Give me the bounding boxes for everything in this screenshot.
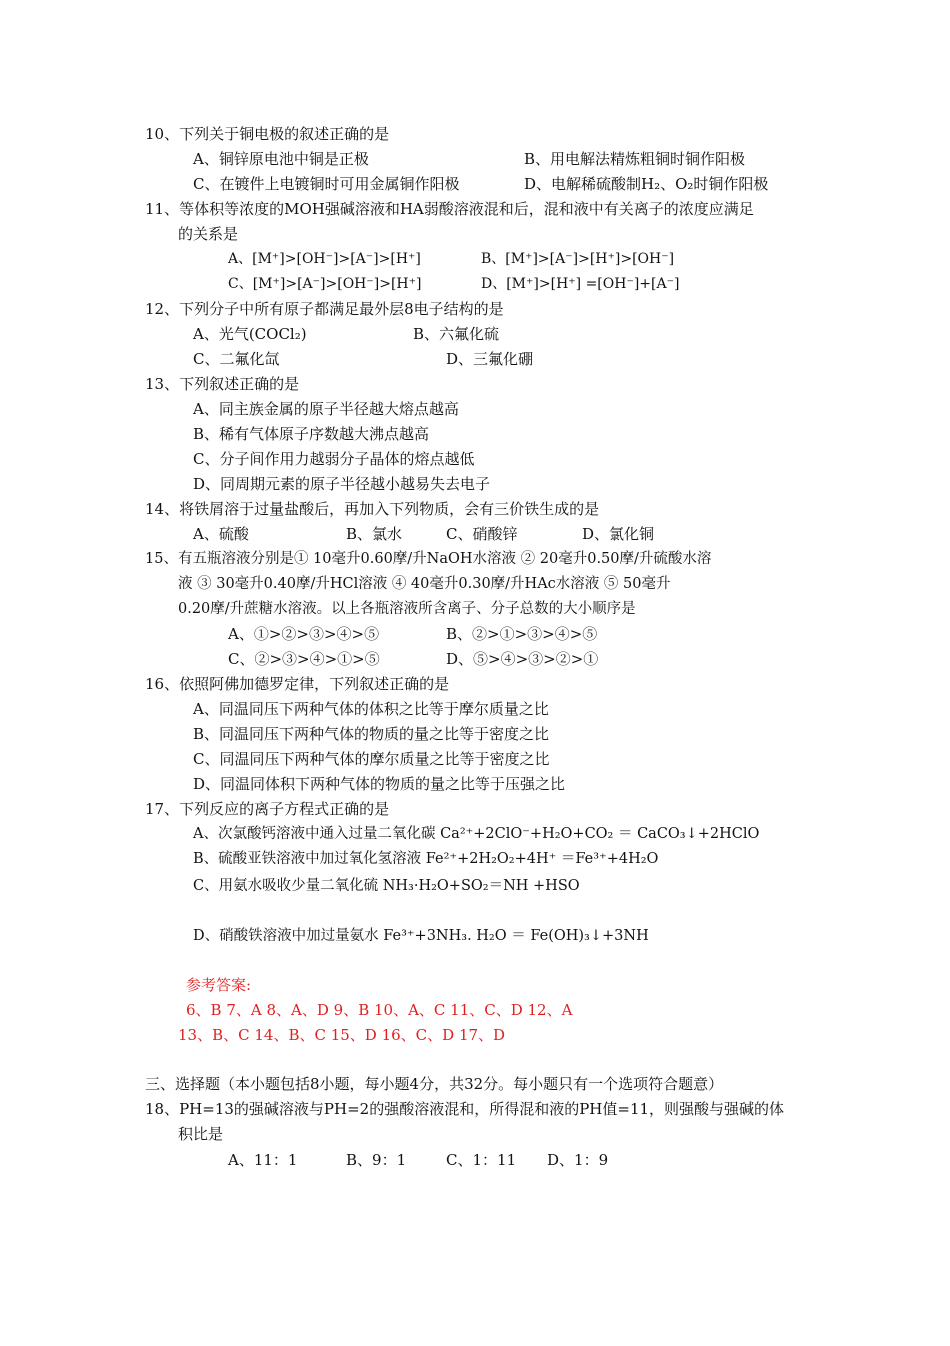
q12-option-d: D、三氟化硼 (446, 350, 534, 368)
q16-stem: 16、依照阿佛加德罗定律，下列叙述正确的是 (145, 675, 450, 693)
q14-option-a: A、硫酸 (193, 525, 249, 543)
q13-option-a: A、同主族金属的原子半径越大熔点越高 (193, 400, 459, 418)
q15-stem-line2: 液 ③ 30毫升0.40摩/升HCl溶液 ④ 40毫升0.30摩/升HAc水溶液 ⑤ 50毫升 (178, 576, 671, 592)
q15-option-a: A、①>②>③>④>⑤ (228, 625, 380, 643)
q15-option-b: B、②>①>③>④>⑤ (446, 625, 598, 643)
q12-option-a: A、光气(COCl₂) (193, 325, 307, 343)
q15-option-c: C、②>③>④>①>⑤ (228, 650, 380, 668)
q17-option-d: D、硝酸铁溶液中加过量氨水 Fe³⁺+3NH₃. H₂O ＝ Fe(OH)₃↓+3NH (193, 928, 649, 944)
q11-option-b: B、[M⁺]>[A⁻]>[H⁺]>[OH⁻] (481, 251, 675, 267)
q10-option-d: D、电解稀硫酸制H₂、O₂时铜作阳极 (524, 175, 769, 193)
q11-stem-line2: 的关系是 (178, 225, 239, 243)
q14-option-b: B、氯水 (346, 525, 403, 543)
answers-row-2: 13、B、C 14、B、C 15、D 16、C、D 17、D (178, 1026, 506, 1044)
q13-stem: 13、下列叙述正确的是 (145, 375, 300, 393)
q15-option-d: D、⑤>④>③>②>① (446, 650, 599, 668)
q15-stem-line1: 15、有五瓶溶液分别是① 10毫升0.60摩/升NaOH水溶液 ② 20毫升0.50摩/升硫酸水溶 (145, 551, 712, 567)
answers-heading: 参考答案: (186, 976, 252, 994)
q17-option-c: C、用氨水吸收少量二氧化硫 NH₃·H₂O+SO₂＝NH +HSO (193, 878, 580, 894)
q10-stem: 10、下列关于铜电极的叙述正确的是 (145, 125, 390, 143)
q11-option-d: D、[M⁺]>[H⁺] =[OH⁻]+[A⁻] (481, 276, 680, 292)
q17-option-b: B、硫酸亚铁溶液中加过氧化氢溶液 Fe²⁺+2H₂O₂+4H⁺ ＝Fe³⁺+4H₂O (193, 851, 659, 867)
q17-option-a: A、次氯酸钙溶液中通入过量二氧化碳 Ca²⁺+2ClO⁻+H₂O+CO₂ ＝ CaCO₃↓+2HClO (193, 826, 760, 842)
q18-option-c: C、1：11 (446, 1151, 517, 1169)
answers-row-1: 6、B 7、A 8、A、D 9、B 10、A、C 11、C、D 12、A (186, 1001, 573, 1019)
q11-stem-line1: 11、等体积等浓度的MOH强碱溶液和HA弱酸溶液混和后，混和液中有关离子的浓度应满足 (145, 200, 754, 218)
q13-option-b: B、稀有气体原子序数越大沸点越高 (193, 425, 430, 443)
q12-stem: 12、下列分子中所有原子都满足最外层8电子结构的是 (145, 300, 504, 318)
q14-stem: 14、将铁屑溶于过量盐酸后，再加入下列物质，会有三价铁生成的是 (145, 500, 600, 518)
q11-option-a: A、[M⁺]>[OH⁻]>[A⁻]>[H⁺] (228, 251, 421, 267)
q13-option-d: D、同周期元素的原子半径越小越易失去电子 (193, 475, 491, 493)
q16-option-a: A、同温同压下两种气体的体积之比等于摩尔质量之比 (193, 700, 549, 718)
q10-option-c: C、在镀件上电镀铜时可用金属铜作阳极 (193, 175, 460, 193)
q18-option-a: A、11：1 (228, 1151, 298, 1169)
q18-option-b: B、9：1 (346, 1151, 407, 1169)
q18-stem-line2: 积比是 (178, 1125, 224, 1143)
q12-option-c: C、二氟化氙 (193, 350, 280, 368)
q18-option-d: D、1：9 (547, 1151, 609, 1169)
q16-option-c: C、同温同压下两种气体的摩尔质量之比等于密度之比 (193, 750, 550, 768)
section-3-heading: 三、选择题（本小题包括8小题，每小题4分，共32分。每小题只有一个选项符合题意） (145, 1075, 724, 1093)
q14-option-d: D、氯化铜 (582, 525, 655, 543)
q12-option-b: B、六氟化硫 (413, 325, 500, 343)
q13-option-c: C、分子间作用力越弱分子晶体的熔点越低 (193, 450, 475, 468)
q17-stem: 17、下列反应的离子方程式正确的是 (145, 800, 390, 818)
q10-option-a: A、铜锌原电池中铜是正极 (193, 150, 369, 168)
q16-option-d: D、同温同体积下两种气体的物质的量之比等于压强之比 (193, 775, 566, 793)
q11-option-c: C、[M⁺]>[A⁻]>[OH⁻]>[H⁺] (228, 276, 422, 292)
q15-stem-line3: 0.20摩/升蔗糖水溶液。以上各瓶溶液所含离子、分子总数的大小顺序是 (178, 601, 636, 617)
q10-option-b: B、用电解法精炼粗铜时铜作阳极 (524, 150, 746, 168)
q14-option-c: C、硝酸锌 (446, 525, 518, 543)
q16-option-b: B、同温同压下两种气体的物质的量之比等于密度之比 (193, 725, 550, 743)
q18-stem-line1: 18、PH=13的强碱溶液与PH=2的强酸溶液混和，所得混和液的PH值=11，则强酸与强碱的体 (145, 1100, 785, 1118)
